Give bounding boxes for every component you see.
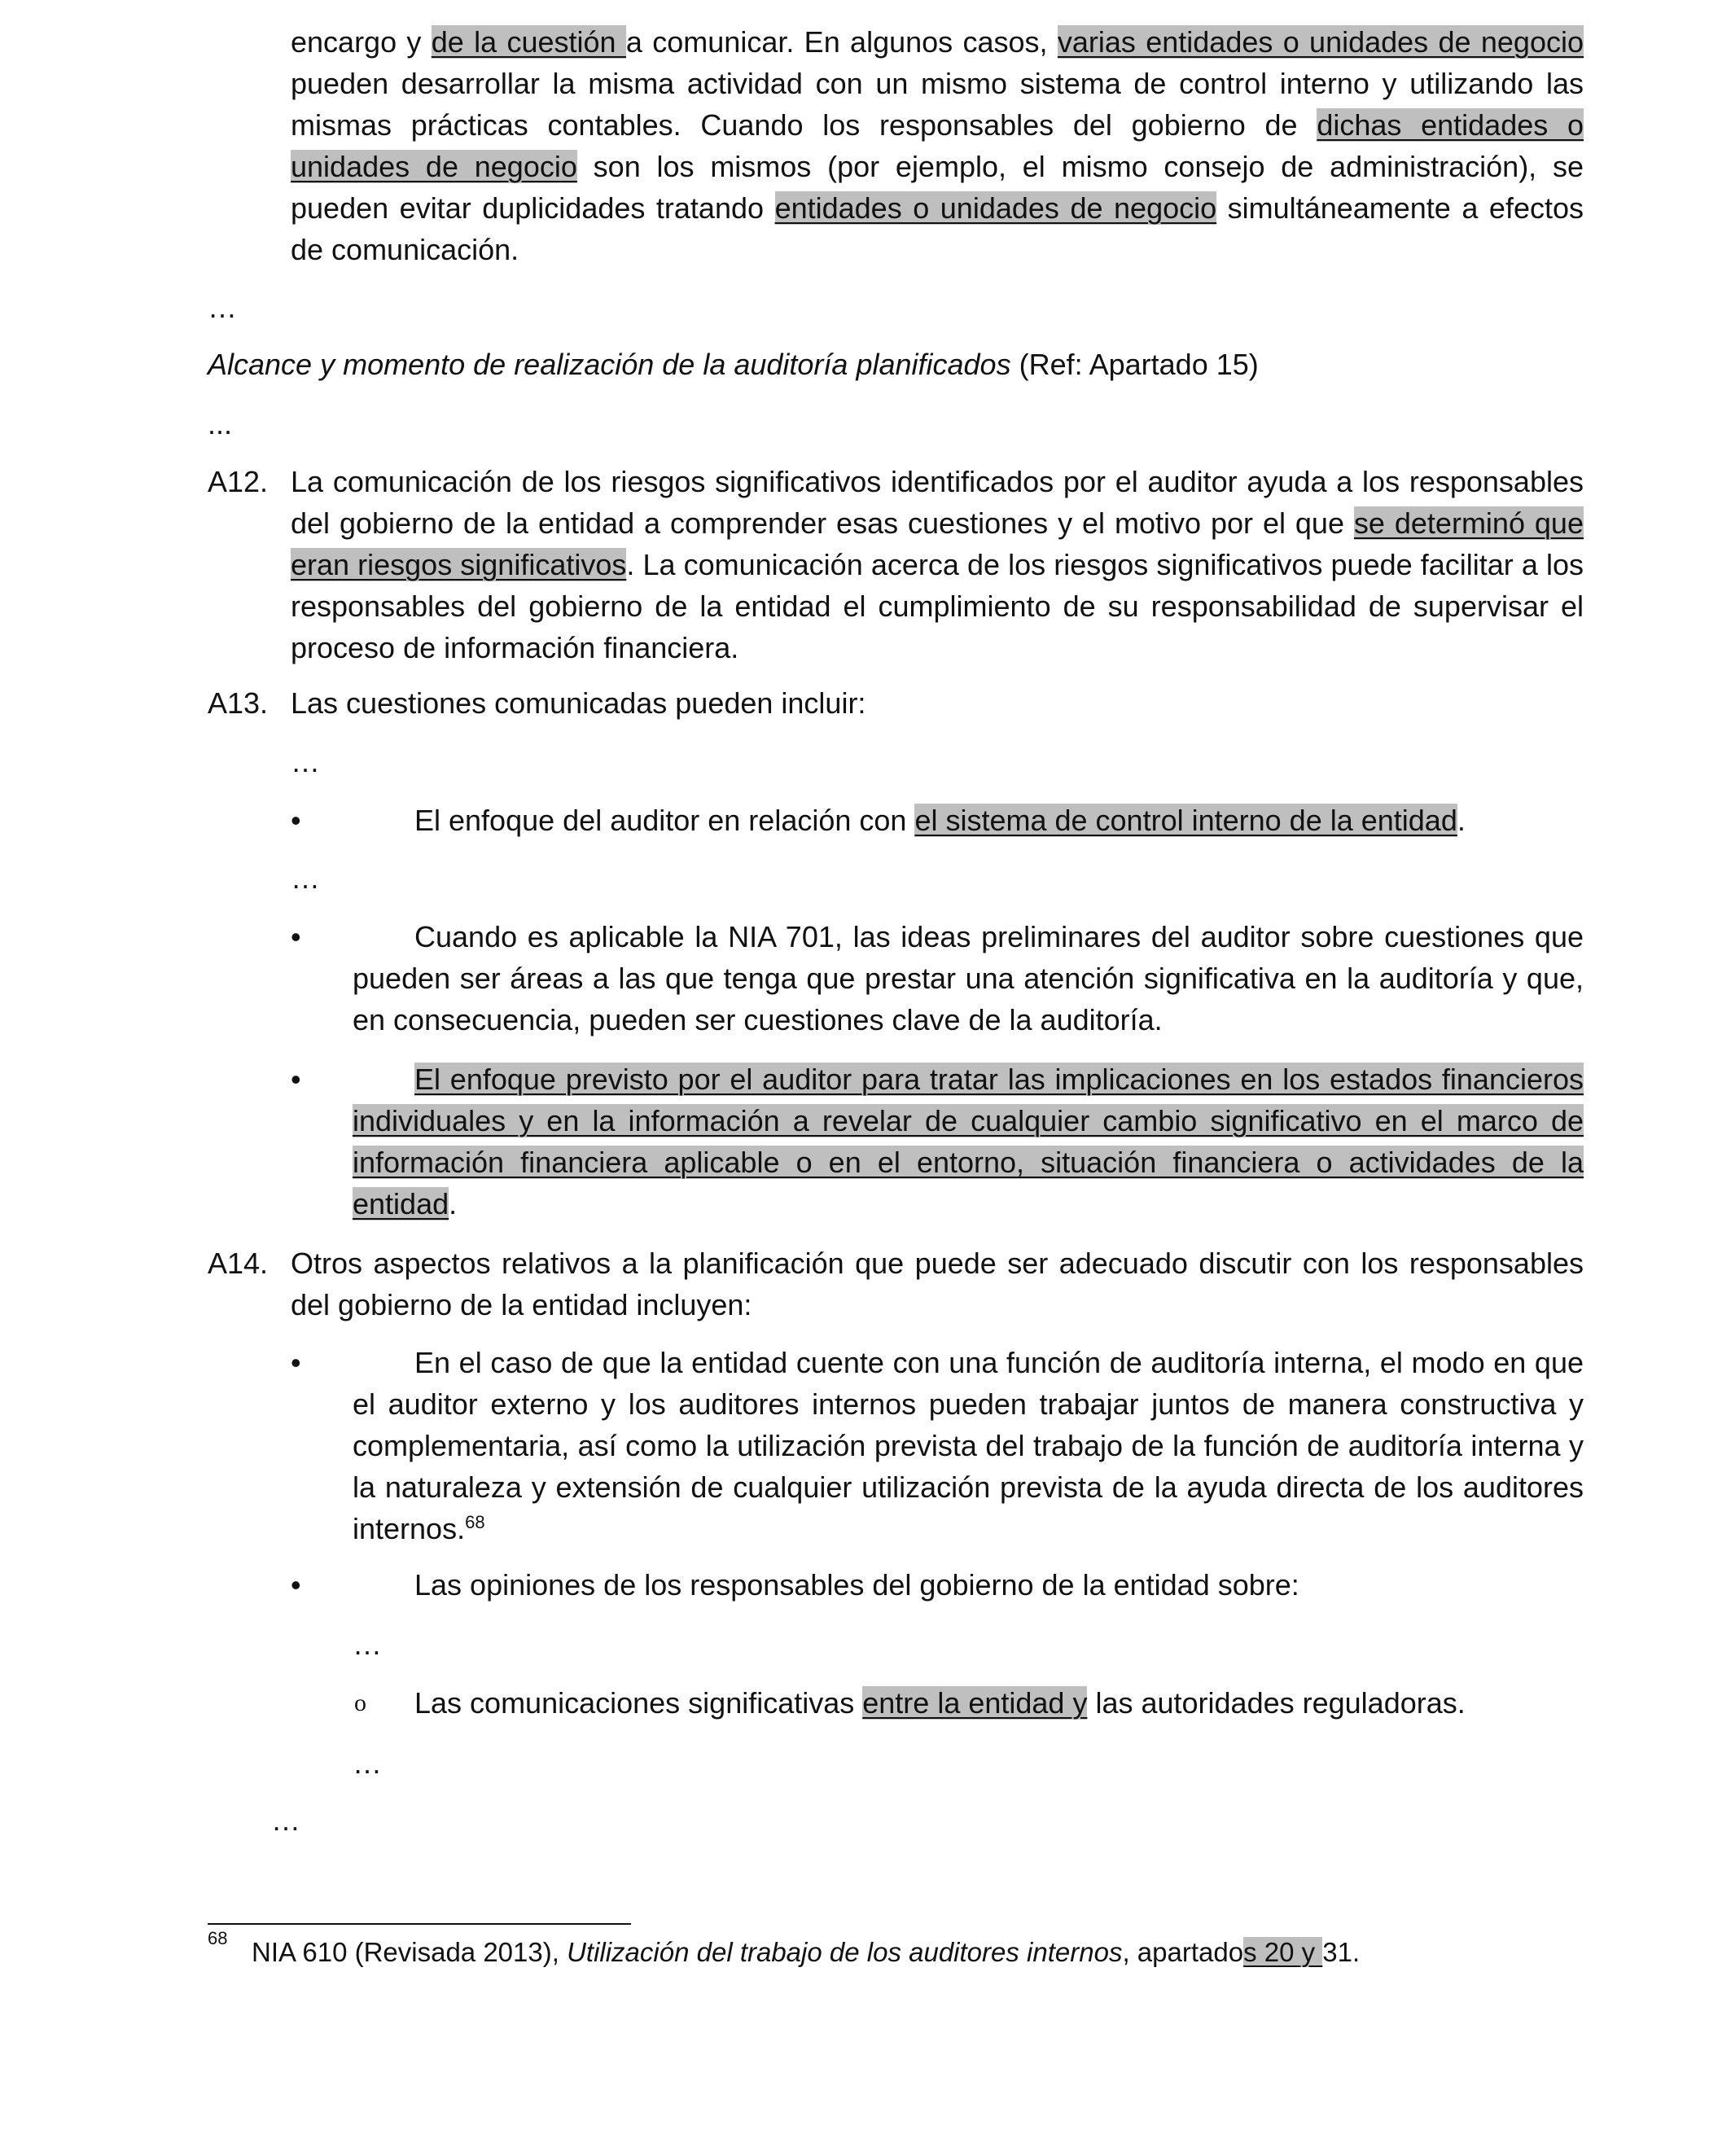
- list-item: Cuando es aplicable la NIA 701, las ideas preliminares del auditor sobre cuestiones que pueden ser áreas a las que tenga que prestar una atención significativa en la auditoría y que, en consecuencia, pueden ser cuestiones clave de la auditoría.: [353, 920, 1584, 1036]
- paragraph-number: A14.: [208, 1247, 269, 1280]
- bullet-marker: •: [291, 920, 301, 953]
- list-item: El enfoque del auditor en relación con el sistema de control interno de la entidad.: [414, 804, 1466, 837]
- highlight: varias entidades o unidades de negocio: [1057, 25, 1584, 59]
- footnote-number: 68: [208, 1928, 228, 1948]
- paragraph-number: A12.: [208, 465, 269, 498]
- paragraph-a12: La comunicación de los riesgos significativos identificados por el auditor ayuda a los responsables del gobierno de la entidad a comprender esas cuestiones y el motivo por el que se determinó que eran riesgos significativos. La comunicación acerca de los riesgos significativos puede facilitar a los responsables del gobierno de la entidad el cumplimiento de su responsabilidad de supervisar el proceso de información financiera.: [291, 465, 1584, 664]
- ellipsis: …: [291, 745, 320, 778]
- highlight: El enfoque previsto por el auditor para tratar las implicaciones en los estados financieros individuales y en la información a revelar de cualquier cambio significativo en el marco de información financiera aplicable o en el entorno, situación financiera o actividades de la entidad: [353, 1063, 1584, 1220]
- bullet-marker: •: [291, 1346, 301, 1379]
- list-item: El enfoque previsto por el auditor para tratar las implicaciones en los estados financieros individuales y en la información a revelar de cualquier cambio significativo en el marco de información financiera aplicable o en el entorno, situación financiera o actividades de la entidad.: [353, 1063, 1584, 1220]
- ellipsis: …: [208, 291, 237, 324]
- bullet-marker: •: [291, 1063, 301, 1096]
- footnote-text: NIA 610 (Revisada 2013), Utilización del trabajo de los auditores internos, apartados 20 y 31.: [252, 1937, 1361, 1967]
- footnote-separator: [208, 1923, 631, 1925]
- highlight: de la cuestión: [431, 25, 626, 59]
- highlight: el sistema de control interno de la entidad: [914, 804, 1457, 837]
- ellipsis: …: [271, 1803, 300, 1837]
- paragraph-a14: Otros aspectos relativos a la planificación que puede ser adecuado discutir con los responsables del gobierno de la entidad incluyen:: [291, 1247, 1584, 1321]
- bullet-marker: •: [291, 804, 301, 837]
- sub-bullet-marker: o: [354, 1689, 366, 1716]
- highlight: s 20 y: [1243, 1937, 1323, 1967]
- ellipsis: …: [291, 861, 320, 895]
- ellipsis: …: [353, 1746, 382, 1780]
- highlight: se determinó que eran riesgos significativos: [291, 506, 1584, 581]
- paragraph-number: A13.: [208, 686, 269, 720]
- highlight: dichas entidades o unidades de negocio: [291, 108, 1584, 183]
- ellipsis: …: [353, 1628, 382, 1661]
- footnote-reference[interactable]: 68: [465, 1512, 485, 1532]
- highlight: entre la entidad y: [862, 1686, 1088, 1720]
- ellipsis: ...: [208, 407, 233, 440]
- sub-list-item: Las comunicaciones significativas entre la entidad y las autoridades reguladoras.: [414, 1686, 1466, 1720]
- paragraph-continuation: encargo y de la cuestión a comunicar. En algunos casos, varias entidades o unidades de negocio pueden desarrollar la misma actividad con un mismo sistema de control interno y utilizando las mismas prácticas contables. Cuando los responsables del gobierno de dichas entidades o unidades de negocio son los mismos (por ejemplo, el mismo consejo de administración), se pueden evitar duplicidades tratando entidades o unidades de negocio simultáneamente a efectos de comunicación.: [291, 25, 1584, 266]
- list-item: Las opiniones de los responsables del gobierno de la entidad sobre:: [414, 1568, 1299, 1602]
- list-item: En el caso de que la entidad cuente con una función de auditoría interna, el modo en que el auditor externo y los auditores internos pueden trabajar juntos de manera constructiva y complementaria, así como la utilización prevista del trabajo de la función de auditoría interna y la naturaleza y extensión de cualquier utilización prevista de la ayuda directa de los auditores internos.$^{68}$: [353, 1346, 1584, 1545]
- bullet-marker: •: [291, 1568, 301, 1602]
- paragraph-a13: Las cuestiones comunicadas pueden incluir:: [291, 686, 866, 720]
- section-heading: Alcance y momento de realización de la auditoría planificados (Ref: Apartado 15): [208, 348, 1259, 381]
- highlight: entidades o unidades de negocio: [774, 191, 1217, 225]
